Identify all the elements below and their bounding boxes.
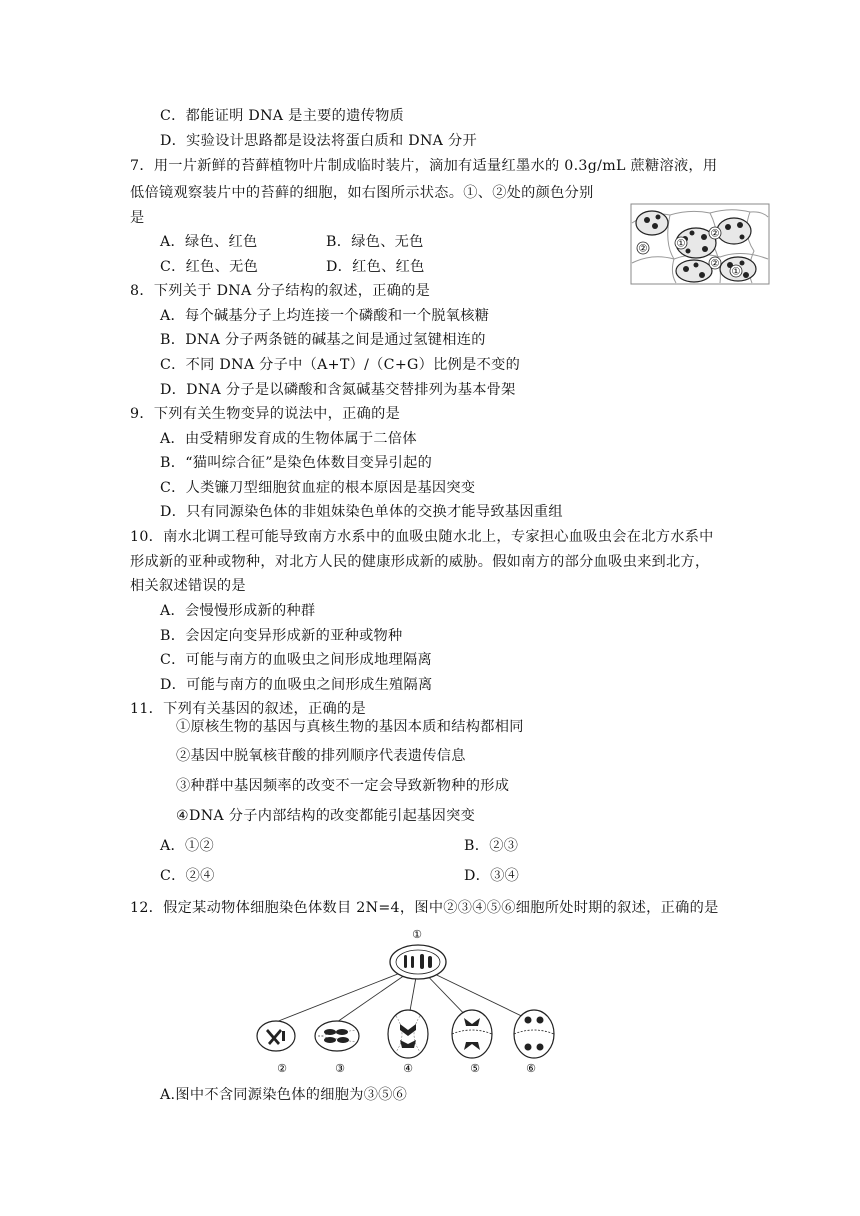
- q12-option-a: A.图中不含同源染色体的细胞为③⑤⑥: [160, 1087, 408, 1103]
- figure-label-1: ①: [731, 266, 741, 278]
- moss-cell-figure: [630, 203, 770, 285]
- q8-option-a: A．每个碱基分子上均连接一个磷酸和一个脱氧核糖: [160, 308, 490, 324]
- q10-stem-line1: 10．南水北调工程可能导致南方水系中的血吸虫随水北上，专家担心血吸虫会在北方水系中: [130, 529, 714, 545]
- q12-stem: 12．假定某动物体细胞染色体数目 2N=4，图中②③④⑤⑥细胞所处时期的叙述，正确的是: [130, 900, 719, 916]
- q7-option-d: D．红色、红色: [326, 259, 425, 275]
- q9-stem: 9．下列有关生物变异的说法中，正确的是: [130, 406, 401, 422]
- q9-option-d: D．只有同源染色体的非姐妹染色单体的交换才能导致基因重组: [160, 504, 563, 520]
- q11-option-c: C．②④: [160, 868, 215, 884]
- q9-option-a: A．由受精卵发育成的生物体属于二倍体: [160, 431, 417, 447]
- q9-option-c: C．人类镰刀型细胞贫血症的根本原因是基因突变: [160, 480, 476, 496]
- q6-option-c: C．都能证明 DNA 是主要的遗传物质: [160, 108, 405, 124]
- q10-option-d: D．可能与南方的血吸虫之间形成生殖隔离: [160, 677, 433, 693]
- figure-label-2: ②: [710, 258, 720, 270]
- q10-option-c: C．可能与南方的血吸虫之间形成地理隔离: [160, 652, 432, 668]
- q9-option-b: B．“猫叫综合征”是染色体数目变异引起的: [160, 455, 433, 471]
- q8-option-b: B．DNA 分子两条链的碱基之间是通过氢键相连的: [160, 332, 486, 348]
- q6-option-d: D．实验设计思路都是设法将蛋白质和 DNA 分开: [160, 133, 478, 149]
- figure-label-1: ①: [412, 928, 422, 941]
- q7-option-b: B．绿色、无色: [326, 234, 424, 250]
- q10-option-b: B．会因定向变异形成新的亚种或物种: [160, 628, 403, 644]
- figure-label-1: ①: [676, 238, 686, 250]
- figure-label-2: ②: [638, 243, 648, 255]
- q10-stem-line3: 相关叙述错误的是: [130, 578, 246, 594]
- q8-option-c: C．不同 DNA 分子中（A+T）/（C+G）比例是不变的: [160, 357, 521, 373]
- cell-division-figure: [250, 926, 580, 1078]
- q10-stem-line2: 形成新的亚种或物种，对北方人民的健康形成新的威胁。假如南方的部分血吸虫来到北方，: [130, 554, 710, 570]
- q7-stem-line2: 低倍镜观察装片中的苔藓的细胞，如右图所示状态。①、②处的颜色分别: [130, 185, 594, 201]
- q11-stem: 11．下列有关基因的叙述，正确的是: [130, 701, 366, 717]
- q8-stem: 8．下列关于 DNA 分子结构的叙述，正确的是: [130, 283, 431, 299]
- figure-label-2: ②: [277, 1062, 287, 1075]
- q11-statement-2: ②基因中脱氧核苷酸的排列顺序代表遗传信息: [176, 748, 466, 764]
- q8-option-d: D．DNA 分子是以磷酸和含氮碱基交替排列为基本骨架: [160, 382, 516, 398]
- figure-label-2: ②: [710, 228, 720, 240]
- q11-option-b: B．②③: [464, 838, 519, 854]
- q11-option-d: D．③④: [464, 868, 520, 884]
- figure-label-3: ③: [335, 1062, 345, 1075]
- q11-statement-4: ④DNA 分子内部结构的改变都能引起基因突变: [176, 808, 476, 824]
- q7-option-a: A．绿色、红色: [160, 234, 258, 250]
- q11-option-a: A．①②: [160, 838, 215, 854]
- q7-stem-line3: 是: [130, 210, 145, 226]
- figure-label-6: ⑥: [526, 1062, 536, 1075]
- q11-statement-1: ①原核生物的基因与真核生物的基因本质和结构都相同: [176, 719, 524, 735]
- q10-option-a: A．会慢慢形成新的种群: [160, 603, 316, 619]
- q11-statement-3: ③种群中基因频率的改变不一定会导致新物种的形成: [176, 778, 510, 794]
- figure-label-5: ⑤: [470, 1062, 480, 1075]
- q7-stem-line1: 7．用一片新鲜的苔藓植物叶片制成临时装片，滴加有适量红墨水的 0.3g/mL 蔗糖溶液，用: [130, 158, 718, 174]
- figure-label-4: ④: [403, 1062, 413, 1075]
- q7-option-c: C．红色、无色: [160, 259, 259, 275]
